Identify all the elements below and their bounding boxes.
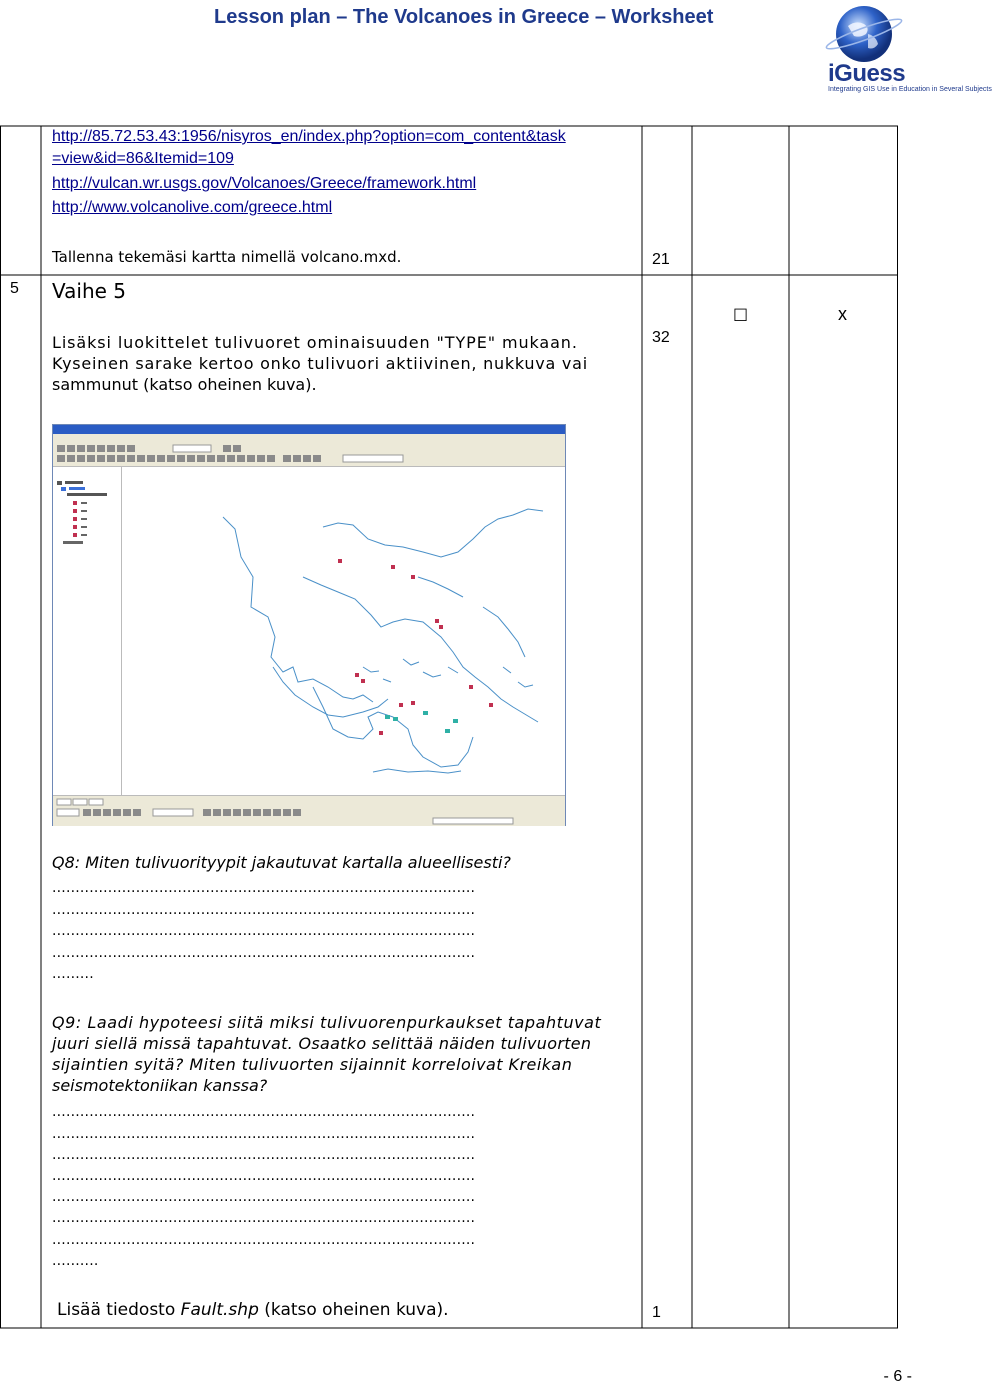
count-cell: 1 (652, 1304, 661, 1321)
resource-link[interactable]: http://vulcan.wr.usgs.gov/Volcanoes/Greece/framework.html (52, 175, 477, 192)
answer-line[interactable]: ........................................................................................... (52, 880, 476, 896)
toolbar (53, 442, 565, 467)
question-q9: Q9: Laadi hypoteesi siitä miksi tulivuorenpurkaukset tapahtuvat (52, 1013, 602, 1032)
answer-line[interactable]: ........................................................................................... (52, 1189, 476, 1205)
status-bar (53, 795, 565, 826)
count-cell: 32 (652, 329, 670, 346)
page-title: Lesson plan – The Volcanoes in Greece – Worksheet (214, 6, 714, 28)
answer-line[interactable]: ......... (52, 966, 94, 982)
count-cell: 21 (652, 251, 670, 268)
question-q8: Q8: Miten tulivuorityypit jakautuvat kartalla alueellisesti? (52, 853, 511, 872)
answer-line[interactable]: ........................................................................................... (52, 945, 476, 961)
logo-brand: iGuess (828, 60, 906, 87)
arcmap-screenshot (52, 424, 566, 826)
check-mark: x (838, 304, 847, 324)
window-titlebar (53, 425, 565, 434)
answer-line[interactable]: .......... (52, 1253, 99, 1269)
step-heading: Vaihe 5 (52, 279, 127, 303)
add-file-prefix: Lisää tiedosto (57, 1300, 181, 1320)
answer-line[interactable]: ........................................................................................... (52, 1232, 476, 1248)
question-q9: sijaintien syitä? Miten tulivuorten sijainnit korreloivat Kreikan (52, 1055, 573, 1074)
answer-line[interactable]: ........................................................................................... (52, 1168, 476, 1184)
answer-line[interactable]: ........................................................................................... (52, 1147, 476, 1163)
question-q9: juuri siellä missä tapahtuvat. Osaatko selittää näiden tulivuorten (52, 1034, 592, 1053)
menu-bar (53, 434, 565, 442)
row-number: 5 (10, 280, 19, 297)
resource-link[interactable]: =view&id=86&Itemid=109 (52, 150, 234, 167)
logo-tagline: Integrating GIS Use in Education in Several Subjects (828, 86, 992, 93)
save-map-instruction: Tallenna tekemäsi kartta nimellä volcano.mxd. (52, 248, 402, 266)
table-of-contents-panel (53, 467, 122, 795)
add-file-instruction (57, 1300, 449, 1320)
instruction-line: sammunut (katso oheinen kuva). (52, 375, 317, 394)
question-q9: seismotektoniikan kanssa? (52, 1076, 268, 1095)
page-number: - 6 - (883, 1368, 912, 1385)
resource-link[interactable]: http://85.72.53.43:1956/nisyros_en/index.php?option=com_content&task (52, 128, 566, 145)
map-view (123, 467, 565, 795)
answer-line[interactable]: ........................................................................................... (52, 1126, 476, 1142)
add-file-name: Fault.shp (180, 1300, 259, 1320)
instruction-line: Kyseinen sarake kertoo onko tulivuori aktiivinen, nukkuva vai (52, 354, 588, 373)
add-file-suffix: (katso oheinen kuva). (258, 1300, 449, 1320)
checkbox-icon[interactable]: □ (733, 304, 749, 323)
resource-link[interactable]: http://www.volcanolive.com/greece.html (52, 199, 333, 216)
answer-line[interactable]: ........................................................................................... (52, 923, 476, 939)
answer-line[interactable]: ........................................................................................... (52, 1104, 476, 1120)
instruction-line: Lisäksi luokittelet tulivuoret ominaisuuden "TYPE" mukaan. (52, 333, 578, 352)
answer-line[interactable]: ........................................................................................... (52, 1210, 476, 1226)
answer-line[interactable]: ........................................................................................... (52, 902, 476, 918)
